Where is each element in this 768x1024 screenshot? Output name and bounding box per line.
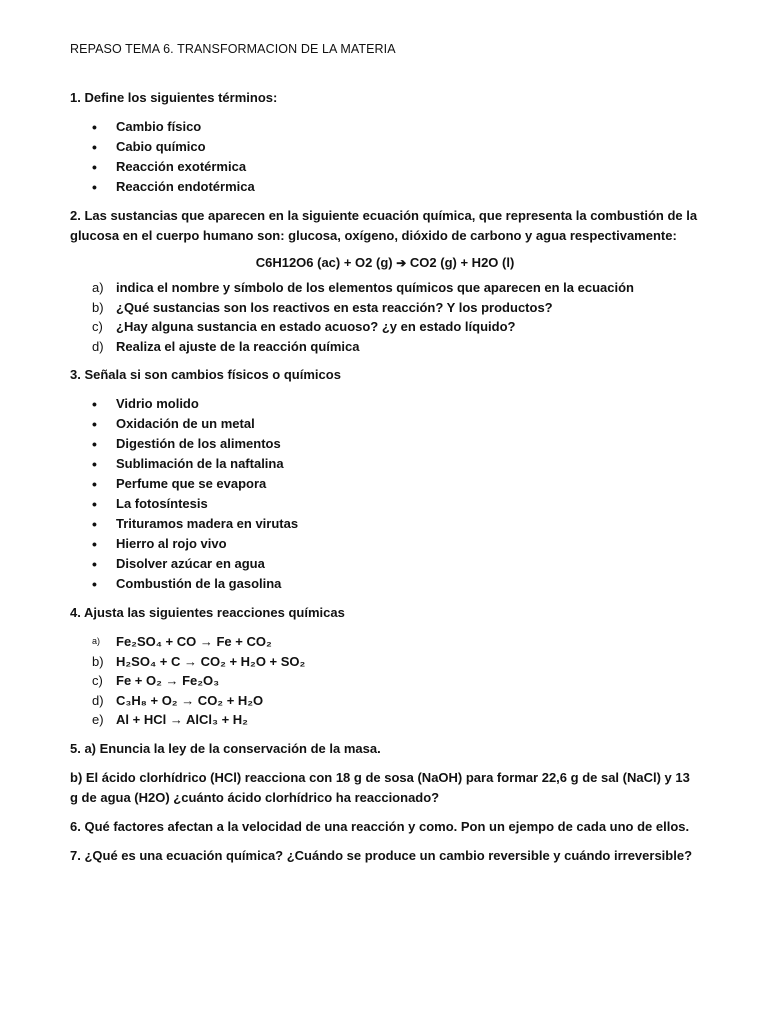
reaction-equation: Al + HCl → AlCl₃ + H₂ [116,712,248,727]
question-1-title: 1. Define los siguientes términos: [70,90,278,105]
list-item: • Vidrio molido [70,394,700,414]
question-7: 7. ¿Qué es una ecuación química? ¿Cuándo se produce un cambio reversible y cuándo irreversible? [70,847,693,863]
question-5a: 5. a) Enuncia la ley de la conservación de la masa. [70,740,381,756]
item-letter: e) [92,712,104,727]
list-item: • Oxidación de un metal [70,414,700,434]
list-item [70,691,700,711]
item-letter: c) [92,319,103,334]
list-item [70,671,700,691]
list-item: • La fotosíntesis [70,494,700,514]
item-text: indica el nombre y símbolo de los elementos químicos que aparecen en la ecuación [116,280,634,295]
question-3-list [70,394,700,594]
item-letter: d) [92,338,104,354]
list-item: • Reacción endotérmica [70,177,700,197]
question-1-list [70,117,700,197]
item-text: Realiza el ajuste de la reacción química [116,338,360,354]
list-item: • Combustión de la gasolina [70,574,700,594]
list-item: • Cabio químico [70,137,700,157]
list-item [70,317,700,337]
reaction-equation: Fe₂SO₄ + CO → Fe + CO₂ [116,634,272,649]
list-item [70,298,700,318]
question-2-parts [70,278,700,356]
list-item: • Disolver azúcar en agua [70,554,700,574]
list-item [70,278,700,298]
question-6: 6. Qué factores afectan a la velocidad de una reacción y como. Pon un ejempo de cada uno de ellos. [70,818,690,834]
item-letter: a) [92,636,101,646]
arrow-icon: ➔ [396,256,407,270]
list-item: • Hierro al rojo vivo [70,534,700,554]
question-4-reactions [70,632,700,730]
item-letter: a) [92,280,104,295]
item-text: ¿Hay alguna sustancia en estado acuoso? ¿y en estado líquido? [116,319,516,334]
list-item [70,710,700,730]
item-letter: b) [92,653,104,669]
list-item [70,337,700,357]
list-item: • Perfume que se evapora [70,474,700,494]
item-letter: d) [92,692,104,708]
item-letter: b) [92,299,104,315]
list-item: • Cambio físico [70,117,700,137]
list-item: • Trituramos madera en virutas [70,514,700,534]
list-item [70,632,700,652]
question-3-title: 3. Señala si son cambios físicos o químicos [70,367,341,382]
question-2-text: 2. Las sustancias que aparecen en la siguiente ecuación química, que representa la combustión de la glucosa en el cuerpo humano son: glucosa, oxígeno, dióxido de carbono y agua respectivamente: [70,208,698,243]
reaction-equation: C₃H₈ + O₂ → CO₂ + H₂O [116,692,264,708]
equation-products: CO2 (g) + H2O (l) [409,255,515,270]
list-item [70,652,700,672]
item-letter: c) [92,673,103,688]
question-4-title: 4. Ajusta las siguientes reacciones químicas [70,605,345,620]
glucose-combustion-equation [70,252,700,274]
question-5b: b) El ácido clorhídrico (HCl) reacciona con 18 g de sosa (NaOH) para formar 22,6 g de sal (NaCl) y 13 g de agua (H2O) ¿cuánto ácido clorhídrico ha reaccionado? [70,769,690,805]
list-item: • Reacción exotérmica [70,157,700,177]
equation-reactants: C6H12O6 (ac) + O2 (g) [255,255,393,270]
list-item: • Sublimación de la naftalina [70,454,700,474]
list-item: • Digestión de los alimentos [70,434,700,454]
reaction-equation: Fe + O₂ → Fe₂O₃ [116,673,220,688]
item-text: ¿Qué sustancias son los reactivos en esta reacción? Y los productos? [116,299,553,315]
reaction-equation: H₂SO₄ + C → CO₂ + H₂O + SO₂ [116,653,306,669]
document-header: REPASO TEMA 6. TRANSFORMACION DE LA MATERIA [70,42,396,56]
document-body [70,88,700,866]
